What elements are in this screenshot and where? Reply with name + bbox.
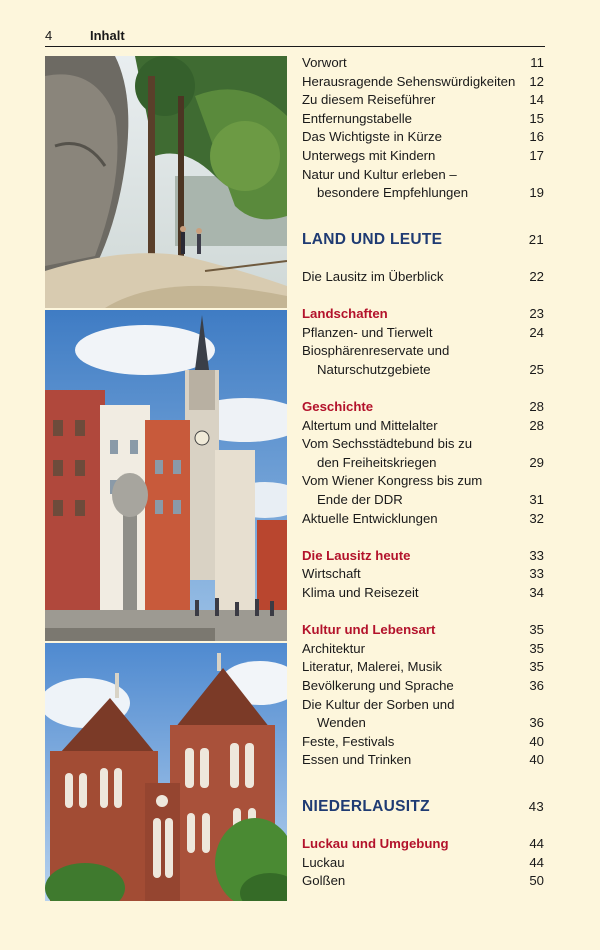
toc-entry-page: 31 — [529, 492, 544, 508]
toc-entry-title: Die Kultur der Sorben und — [302, 696, 455, 712]
toc-entry-page: 15 — [529, 110, 544, 126]
toc-entry-page — [518, 342, 544, 361]
toc-entry[interactable] — [302, 435, 544, 454]
toc-entry[interactable] — [302, 454, 544, 473]
toc-spacer — [302, 249, 544, 268]
toc-entry-page: 23 — [529, 306, 544, 322]
page-header — [45, 26, 545, 47]
toc-entry-page: 40 — [529, 733, 544, 749]
toc-entry-title: Literatur, Malerei, Musik — [302, 659, 442, 675]
toc-entry-page: 25 — [529, 361, 544, 377]
toc-entry[interactable] — [302, 361, 544, 380]
toc-entry-page: 35 — [529, 640, 544, 656]
toc-entry-title: Entfernungstabelle — [302, 110, 412, 126]
toc-entry[interactable] — [302, 147, 544, 166]
photo-town-square — [45, 310, 287, 641]
toc-spacer — [302, 603, 544, 622]
toc-entry[interactable] — [302, 584, 544, 603]
toc-entry-page: 32 — [529, 510, 544, 526]
toc-entry-page: 17 — [529, 147, 544, 163]
toc-entry-title: Naturschutzgebiete — [317, 361, 431, 377]
toc-entry-page: 44 — [529, 836, 544, 852]
toc-entry-page — [518, 696, 544, 715]
toc-chapter[interactable] — [302, 798, 544, 817]
toc-spacer — [302, 287, 544, 306]
toc-chapter[interactable] — [302, 231, 544, 250]
photo-brick-church — [45, 643, 287, 901]
toc-entry-title: Biosphärenreservate und — [302, 343, 450, 359]
toc-entry-page: 33 — [529, 547, 544, 563]
toc-entry[interactable] — [302, 128, 544, 147]
toc-entry[interactable] — [302, 714, 544, 733]
toc-entry-title: Ende der DDR — [317, 492, 403, 508]
toc-entry-page: 36 — [529, 678, 544, 693]
toc-entry-title: besondere Empfehlungen — [317, 185, 469, 201]
toc-spacer — [302, 203, 544, 231]
toc-spacer — [302, 817, 544, 836]
toc-entry-title: Luckau und Umgebung — [302, 836, 449, 852]
toc-entry[interactable] — [302, 268, 544, 287]
toc-entry[interactable] — [302, 110, 544, 129]
toc-entry[interactable] — [302, 417, 544, 436]
toc-entry-title: Bevölkerung und Sprache — [302, 678, 454, 693]
toc-entry-page: 22 — [529, 268, 544, 284]
page-number: 4 — [45, 28, 53, 43]
toc-entry-page: 21 — [528, 231, 544, 247]
photo-column — [45, 56, 287, 903]
toc-entry[interactable] — [302, 73, 544, 92]
toc-entry[interactable] — [302, 166, 544, 185]
toc-entry[interactable] — [302, 733, 544, 752]
toc-entry-page: 44 — [529, 854, 544, 870]
toc-spacer — [302, 770, 544, 798]
toc-entry-title: Vom Wiener Kongress bis zum — [302, 473, 483, 489]
toc-entry-title: Vom Sechsstädtebund bis zu — [302, 436, 473, 452]
toc-section[interactable] — [302, 547, 544, 566]
toc-entry[interactable] — [302, 658, 544, 677]
toc-entry[interactable] — [302, 184, 544, 203]
toc-entry-title: Die Lausitz im Überblick — [302, 268, 444, 284]
toc-entry-title: Natur und Kultur erleben – — [302, 166, 457, 182]
toc-entry-title: Altertum und Mittelalter — [302, 417, 438, 433]
toc-entry[interactable] — [302, 854, 544, 873]
toc-entry[interactable] — [302, 677, 544, 696]
toc-entry[interactable] — [302, 640, 544, 659]
toc-entry-page: 43 — [528, 798, 544, 814]
toc-entry-page: 33 — [529, 566, 544, 582]
toc-entry[interactable] — [302, 872, 544, 891]
toc-entry-title: Landschaften — [302, 306, 388, 322]
toc-entry-page: 14 — [529, 92, 544, 108]
photo-rock-path — [45, 56, 287, 308]
toc-entry-title: Luckau — [302, 854, 345, 870]
toc-entry-title: Geschichte — [302, 399, 374, 415]
toc-entry-title: Das Wichtigste in Kürze — [302, 129, 442, 145]
toc-entry-page: 35 — [529, 622, 544, 638]
toc-entry[interactable] — [302, 342, 544, 361]
toc-entry[interactable] — [302, 491, 544, 510]
toc-entry-page: 19 — [529, 185, 544, 201]
toc-section[interactable] — [302, 621, 544, 640]
toc-entry[interactable] — [302, 510, 544, 529]
toc-entry-title: Golßen — [302, 873, 346, 889]
toc-entry-page — [518, 472, 544, 491]
toc-entry-title: Wenden — [317, 715, 366, 731]
toc-entry-title: Wirtschaft — [302, 566, 361, 582]
toc-entry[interactable] — [302, 565, 544, 584]
toc-entry-page: 35 — [529, 659, 544, 675]
toc-entry[interactable] — [302, 696, 544, 715]
toc-entry[interactable] — [302, 324, 544, 343]
toc-entry-page: 16 — [529, 129, 544, 145]
toc-entry[interactable] — [302, 472, 544, 491]
toc-entry[interactable] — [302, 54, 544, 73]
toc-entry[interactable] — [302, 751, 544, 770]
toc-entry-page: 28 — [529, 399, 544, 415]
toc-entry-title: Architektur — [302, 640, 366, 656]
toc-section[interactable] — [302, 398, 544, 417]
toc-entry-title: Unterwegs mit Kindern — [302, 147, 436, 163]
toc-entry-title: Vorwort — [302, 55, 347, 70]
toc-entry-page: 50 — [529, 873, 544, 889]
toc-entry-title: den Freiheitskriegen — [317, 454, 437, 470]
toc-entry-title: LAND UND LEUTE — [302, 230, 443, 248]
toc-entry-title: Essen und Trinken — [302, 752, 412, 768]
toc-entry-title: Die Lausitz heute — [302, 547, 411, 563]
toc-entry-title: Pflanzen- und Tierwelt — [302, 324, 433, 340]
header-title: Inhalt — [90, 28, 125, 43]
toc-entry-page: 11 — [530, 55, 544, 70]
toc-section[interactable] — [302, 835, 544, 854]
toc-entry[interactable] — [302, 91, 544, 110]
toc-entry-page — [518, 435, 544, 454]
table-of-contents — [302, 54, 544, 891]
toc-entry-page: 34 — [529, 585, 544, 601]
toc-entry-title: Kultur und Lebensart — [302, 622, 436, 638]
toc-spacer — [302, 380, 544, 399]
toc-entry-title: Herausragende Sehenswürdigkeiten — [302, 73, 516, 89]
toc-entry-page: 36 — [529, 715, 544, 731]
toc-entry-title: Feste, Festivals — [302, 733, 395, 749]
toc-entry-page: 28 — [529, 417, 544, 433]
toc-entry-page: 40 — [529, 752, 544, 768]
toc-section[interactable] — [302, 305, 544, 324]
toc-entry-title: Zu diesem Reiseführer — [302, 92, 436, 108]
toc-entry-title: Aktuelle Entwicklungen — [302, 510, 438, 526]
toc-entry-page: 12 — [529, 73, 544, 89]
toc-entry-page: 29 — [529, 454, 544, 470]
toc-entry-title: NIEDERLAUSITZ — [302, 797, 430, 815]
toc-spacer — [302, 528, 544, 547]
toc-entry-title: Klima und Reisezeit — [302, 585, 419, 601]
toc-entry-page: 24 — [529, 324, 544, 340]
toc-entry-page — [518, 166, 544, 185]
